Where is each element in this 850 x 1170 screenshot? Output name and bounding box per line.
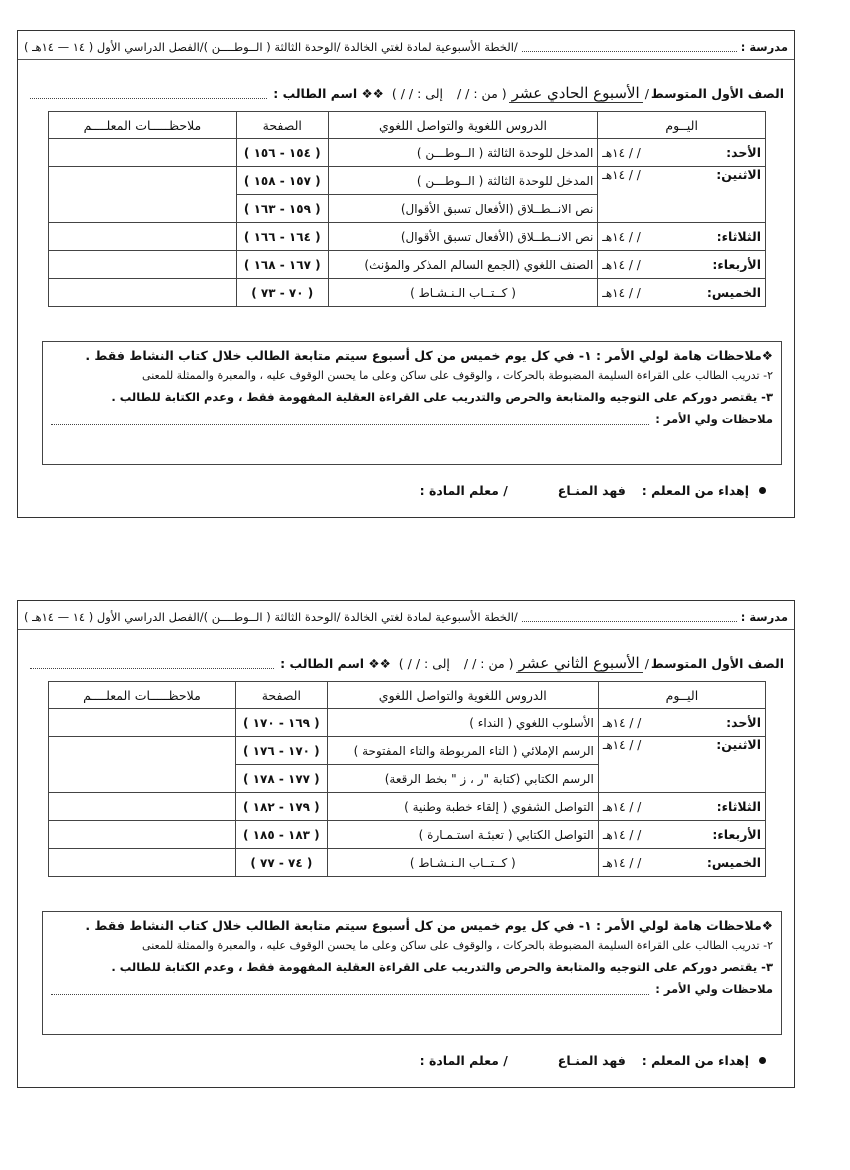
teacher-notes-cell[interactable]: [49, 139, 237, 167]
table-row: [49, 139, 766, 167]
plan-footer: [78, 483, 766, 498]
col-page: الصفحة: [236, 112, 328, 139]
important-note-2: ٢- تدريب الطالب على القراءة السليمة المضبوطة بالحركات ، والوقوف على ساكن وعلى ما يحسن الوقوف عليه ، والمعبرة والممثلة للمعنى: [142, 939, 773, 952]
table-header-row: [49, 682, 766, 709]
day-name: الاثنين:: [716, 737, 761, 752]
table-row: [49, 223, 766, 251]
day-name: الأحد:: [726, 715, 761, 730]
plan-table: [48, 111, 766, 307]
school-dots: [522, 612, 737, 622]
important-note-2: ٢- تدريب الطالب على القراءة السليمة المضبوطة بالحركات ، والوقوف على ساكن وعلى ما يحسن الوقوف عليه ، والمعبرة والممثلة للمعنى: [142, 369, 773, 382]
parent-notes-field[interactable]: [51, 414, 649, 425]
lesson-cell: الرسم الإملائي ( التاء المربوطة والتاء المفتوحة ): [327, 737, 598, 765]
teacher-name: فهد المنـاع: [557, 483, 626, 498]
student-name-label: ❖❖ اسم الطالب :: [273, 85, 384, 101]
school-label: مدرسة :: [740, 40, 788, 54]
student-name-label: ❖❖ اسم الطالب :: [280, 655, 391, 671]
day-cell: [598, 279, 766, 307]
day-cell-content: [602, 229, 761, 244]
day-date: / / ١٤هـ: [602, 827, 642, 842]
plan-title: /الخطة الأسبوعية لمادة لغتي الخالدة /الوحدة الثالثة ( الــوطــــن )/الفصل الدراسي الأول ( ١٤ — ١٤هـ ): [24, 610, 518, 624]
day-cell-content: [602, 285, 761, 300]
table-row: [49, 849, 766, 877]
page-cell: ( ١٥٧ - ١٥٨ ): [236, 167, 328, 195]
plan-title: /الخطة الأسبوعية لمادة لغتي الخالدة /الوحدة الثالثة ( الــوطــــن )/الفصل الدراسي الأول ( ١٤ — ١٤هـ ): [24, 40, 518, 54]
day-cell-content: [602, 145, 761, 160]
from-date: ( من : / /: [463, 655, 514, 671]
page-cell: ( ١٧٧ - ١٧٨ ): [235, 765, 327, 793]
parent-notes-line: [51, 982, 773, 996]
teacher-notes-cell[interactable]: [49, 279, 237, 307]
slash-sep: /: [644, 655, 649, 671]
day-cell-content: [602, 167, 761, 182]
day-cell: [598, 793, 765, 821]
day-cell: [598, 223, 766, 251]
plan-table: [48, 681, 766, 877]
parent-notes-box: [42, 341, 782, 465]
day-cell-content: [603, 827, 761, 842]
teacher-notes-cell[interactable]: [49, 793, 236, 821]
important-note-3: ٣- يقتصر دوركم على التوجيه والمتابعة والحرص والتدريب على القراءة العقلية المفهومة فقط ، وعدم الكتابة للطالب .: [111, 960, 773, 974]
day-date: / / ١٤هـ: [602, 799, 642, 814]
lesson-cell: المدخل للوحدة الثالثة ( الــوطـــن ): [328, 167, 598, 195]
teacher-notes-cell[interactable]: [49, 167, 237, 223]
day-date: / / ١٤هـ: [602, 257, 641, 272]
teacher-name: فهد المنـاع: [557, 1053, 626, 1068]
parent-notes-line: [51, 412, 773, 426]
day-cell-content: [602, 257, 761, 272]
teacher-notes-cell[interactable]: [49, 821, 236, 849]
table-row: [49, 709, 766, 737]
lesson-cell: ( كــتــاب الـنـشـاط ): [327, 849, 598, 877]
plan-table-body: [49, 139, 766, 307]
page-cell: ( ١٦٧ - ١٦٨ ): [236, 251, 328, 279]
day-cell: [598, 737, 765, 793]
day-cell: [598, 139, 766, 167]
day-name: الأربعاء:: [712, 257, 761, 272]
parent-notes-label: ملاحظات ولي الأمر :: [655, 982, 773, 996]
day-cell-content: [603, 737, 761, 752]
teacher-notes-cell[interactable]: [49, 223, 237, 251]
col-lessons: الدروس اللغوية والتواصل اللغوي: [327, 682, 598, 709]
lesson-cell: التواصل الكتابي ( تعبئـة استـمـارة ): [327, 821, 598, 849]
day-name: الأربعاء:: [712, 827, 761, 842]
day-date: / / ١٤هـ: [602, 145, 641, 160]
school-label: مدرسة :: [740, 610, 788, 624]
col-notes: ملاحظـــــات المعلــــم: [49, 682, 236, 709]
page-cell: ( ١٦٩ - ١٧٠ ): [235, 709, 327, 737]
parent-notes-label: ملاحظات ولي الأمر :: [655, 412, 773, 426]
teacher-notes-cell[interactable]: [49, 849, 236, 877]
teacher-notes-cell[interactable]: [49, 709, 236, 737]
day-date: / / ١٤هـ: [602, 715, 642, 730]
day-cell: [598, 167, 766, 223]
table-row: [49, 793, 766, 821]
day-cell-content: [603, 855, 761, 870]
day-date: / / ١٤هـ: [602, 167, 641, 182]
subject-teacher-label: / معلم المادة :: [419, 483, 508, 498]
col-notes: ملاحظـــــات المعلــــم: [49, 112, 237, 139]
school-dots: [522, 42, 737, 52]
to-date: إلى : / / ): [391, 85, 443, 101]
teacher-label: إهداء من المعلم :: [641, 1053, 749, 1068]
day-name: الأحد:: [726, 145, 761, 160]
page-cell: ( ١٧٩ - ١٨٢ ): [235, 793, 327, 821]
parent-notes-box: [42, 911, 782, 1035]
col-lessons: الدروس اللغوية والتواصل اللغوي: [328, 112, 598, 139]
bullet-icon: [759, 1057, 766, 1064]
day-cell-content: [603, 715, 761, 730]
teacher-label: إهداء من المعلم :: [641, 483, 749, 498]
page-cell: ( ٧٤ - ٧٧ ): [235, 849, 327, 877]
student-name-field[interactable]: [30, 658, 274, 669]
day-cell-content: [603, 799, 761, 814]
plan-table-body: [49, 709, 766, 877]
student-name-field[interactable]: [30, 88, 267, 99]
from-date: ( من : / /: [457, 85, 507, 101]
lesson-cell: نص الانــطــلاق (الأفعال تسبق الأقوال): [328, 195, 598, 223]
week-info-row: [30, 651, 784, 675]
page-cell: ( ٧٠ - ٧٣ ): [236, 279, 328, 307]
day-cell: [598, 251, 766, 279]
slash-sep: /: [644, 85, 649, 101]
table-row: [49, 821, 766, 849]
important-note-1: ❖ملاحظات هامة لولي الأمر : ١- في كل يوم خميس من كل أسبوع سيتم متابعة الطالب خلال كتاب النشاط فقط .: [85, 918, 773, 933]
subject-teacher-label: / معلم المادة :: [419, 1053, 508, 1068]
lesson-cell: الأسلوب اللغوي ( النداء ): [327, 709, 598, 737]
table-row: [49, 167, 766, 195]
week-info-row: [30, 81, 784, 105]
teacher-notes-cell[interactable]: [49, 251, 237, 279]
day-name: الثلاثاء:: [716, 229, 761, 244]
parent-notes-field[interactable]: [51, 984, 649, 995]
lesson-cell: الصنف اللغوي (الجمع السالم المذكر والمؤنث): [328, 251, 598, 279]
day-date: / / ١٤هـ: [602, 855, 642, 870]
grade-label: الصف الأول المتوسط: [650, 85, 784, 101]
lesson-cell: المدخل للوحدة الثالثة ( الــوطـــن ): [328, 139, 598, 167]
table-row: [49, 251, 766, 279]
lesson-cell: التواصل الشفوي ( إلقاء خطبة وطنية ): [327, 793, 598, 821]
important-note-1: ❖ملاحظات هامة لولي الأمر : ١- في كل يوم خميس من كل أسبوع سيتم متابعة الطالب خلال كتاب النشاط فقط .: [85, 348, 773, 363]
grade-label: الصف الأول المتوسط: [650, 655, 784, 671]
page-cell: ( ١٨٣ - ١٨٥ ): [235, 821, 327, 849]
table-row: [49, 737, 766, 765]
to-date: إلى : / / ): [398, 655, 450, 671]
col-day: اليــوم: [598, 112, 766, 139]
day-cell: [598, 821, 765, 849]
day-name: الخميس:: [706, 855, 761, 870]
day-name: الاثنين:: [716, 167, 761, 182]
table-row: [49, 279, 766, 307]
header-divider: [18, 629, 794, 630]
day-date: / / ١٤هـ: [602, 285, 641, 300]
week-title: الأسبوع الحادي عشر: [509, 84, 643, 103]
plan-header: [24, 605, 788, 629]
weekly-plan-sheet-1: [17, 30, 795, 518]
col-day: اليــوم: [598, 682, 765, 709]
day-name: الثلاثاء:: [716, 799, 761, 814]
day-cell: [598, 849, 765, 877]
lesson-cell: ( كــتــاب الـنـشـاط ): [328, 279, 598, 307]
week-title: الأسبوع الثاني عشر: [516, 654, 643, 673]
page-cell: ( ١٧٠ - ١٧٦ ): [235, 737, 327, 765]
lesson-cell: نص الانــطــلاق (الأفعال تسبق الأقوال): [328, 223, 598, 251]
important-note-3: ٣- يقتصر دوركم على التوجيه والمتابعة والحرص والتدريب على القراءة العقلية المفهومة فقط ، وعدم الكتابة للطالب .: [111, 390, 773, 404]
bullet-icon: [759, 487, 766, 494]
teacher-notes-cell[interactable]: [49, 737, 236, 793]
day-name: الخميس:: [706, 285, 761, 300]
header-divider: [18, 59, 794, 60]
page-cell: ( ١٥٤ - ١٥٦ ): [236, 139, 328, 167]
weekly-plan-sheet-2: [17, 600, 795, 1088]
table-header-row: [49, 112, 766, 139]
page-cell: ( ١٥٩ - ١٦٣ ): [236, 195, 328, 223]
day-date: / / ١٤هـ: [602, 229, 641, 244]
day-date: / / ١٤هـ: [602, 737, 642, 752]
plan-header: [24, 35, 788, 59]
plan-footer: [78, 1053, 766, 1068]
lesson-cell: الرسم الكتابي (كتابة "ر ، ز " بخط الرقعة): [327, 765, 598, 793]
day-cell: [598, 709, 765, 737]
page-cell: ( ١٦٤ - ١٦٦ ): [236, 223, 328, 251]
col-page: الصفحة: [235, 682, 327, 709]
